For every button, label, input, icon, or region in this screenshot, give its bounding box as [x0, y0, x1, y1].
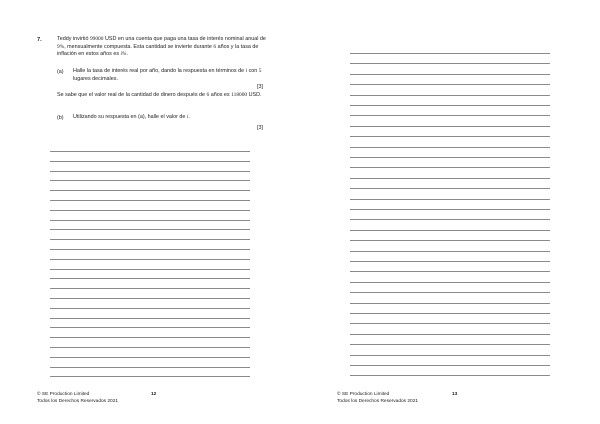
- question-intro: Teddy invirtió 99000 USD en una cuenta que paga una tasa de interés nominal anual de 9%, mensualmente compuesta. Esta cantidad se invierte durante 6 años y la tasa de inflación en estos años es i%.: [57, 36, 266, 58]
- answer-line[interactable]: [350, 313, 550, 314]
- answer-line[interactable]: [350, 251, 550, 252]
- footer-right: [337, 392, 418, 405]
- answer-line[interactable]: [50, 298, 250, 299]
- answer-line[interactable]: [350, 355, 550, 356]
- page-number-right: 13: [452, 392, 458, 397]
- answer-line[interactable]: [350, 209, 550, 210]
- answer-line[interactable]: [350, 167, 550, 168]
- answer-line[interactable]: [350, 365, 550, 366]
- answer-line[interactable]: [350, 115, 550, 116]
- answer-line[interactable]: [50, 151, 250, 152]
- answer-line[interactable]: [350, 74, 550, 75]
- answer-line[interactable]: [350, 136, 550, 137]
- footer-rights: Todos los Derechos Reservados 2021: [337, 398, 419, 404]
- answer-line[interactable]: [50, 357, 250, 358]
- answer-line[interactable]: [50, 239, 250, 240]
- answer-line[interactable]: [50, 229, 250, 230]
- answer-line[interactable]: [50, 376, 250, 377]
- answer-line[interactable]: [350, 323, 550, 324]
- answer-line[interactable]: [50, 269, 250, 270]
- answer-line[interactable]: [350, 157, 550, 158]
- answer-line[interactable]: [50, 161, 250, 162]
- answer-line[interactable]: [50, 210, 250, 211]
- answer-line[interactable]: [50, 180, 250, 181]
- answer-lines-left[interactable]: [50, 0, 250, 424]
- footer-copyright: © SE Production Limited: [37, 392, 90, 397]
- answer-line[interactable]: [350, 199, 550, 200]
- answer-line[interactable]: [350, 53, 550, 54]
- part-a-text: Halle la tasa de interés real por año, dando la respuesta en términos de i con 5 lugares decimales.: [73, 68, 262, 82]
- answer-line[interactable]: [50, 259, 250, 260]
- part-b-text: Utilizando su respuesta en (a), halle el valor de i.: [73, 114, 190, 120]
- answer-line[interactable]: [350, 271, 550, 272]
- footer-left: [37, 392, 118, 405]
- answer-line[interactable]: [350, 188, 550, 189]
- answer-line[interactable]: [350, 95, 550, 96]
- answer-line[interactable]: [350, 282, 550, 283]
- part-b-label: (b): [57, 115, 64, 121]
- answer-line[interactable]: [350, 105, 550, 106]
- answer-line[interactable]: [50, 220, 250, 221]
- answer-line[interactable]: [50, 200, 250, 201]
- part-a-marks: [3]: [257, 84, 263, 90]
- answer-line[interactable]: [350, 219, 550, 220]
- answer-line[interactable]: [50, 171, 250, 172]
- page-number-left: 12: [151, 392, 157, 397]
- answer-line[interactable]: [350, 126, 550, 127]
- answer-line[interactable]: [350, 375, 550, 376]
- answer-line[interactable]: [50, 327, 250, 328]
- answer-line[interactable]: [350, 344, 550, 345]
- answer-line[interactable]: [350, 230, 550, 231]
- answer-line[interactable]: [50, 278, 250, 279]
- answer-line[interactable]: [50, 367, 250, 368]
- answer-line[interactable]: [350, 240, 550, 241]
- answer-line[interactable]: [350, 147, 550, 148]
- answer-line[interactable]: [350, 261, 550, 262]
- answer-line[interactable]: [50, 288, 250, 289]
- part-a-label: (a): [57, 69, 64, 75]
- answer-line[interactable]: [350, 292, 550, 293]
- answer-lines-right[interactable]: [350, 0, 550, 424]
- answer-line[interactable]: [50, 347, 250, 348]
- answer-line[interactable]: [50, 249, 250, 250]
- answer-line[interactable]: [350, 84, 550, 85]
- answer-line[interactable]: [350, 63, 550, 64]
- right-page: [300, 0, 600, 424]
- answer-line[interactable]: [50, 190, 250, 191]
- middle-statement: Se sabe que el valor real de la cantidad de dinero después de 6 años es 118000 USD.: [57, 92, 262, 98]
- footer-copyright: © SE Production Limited: [337, 392, 390, 397]
- part-b-marks: [3]: [257, 125, 263, 131]
- answer-line[interactable]: [350, 303, 550, 304]
- answer-line[interactable]: [350, 334, 550, 335]
- answer-line[interactable]: [50, 318, 250, 319]
- footer-rights: Todos los Derechos Reservados 2021: [37, 398, 119, 404]
- answer-line[interactable]: [50, 308, 250, 309]
- answer-line[interactable]: [350, 178, 550, 179]
- answer-line[interactable]: [50, 337, 250, 338]
- question-number: 7.: [37, 37, 42, 43]
